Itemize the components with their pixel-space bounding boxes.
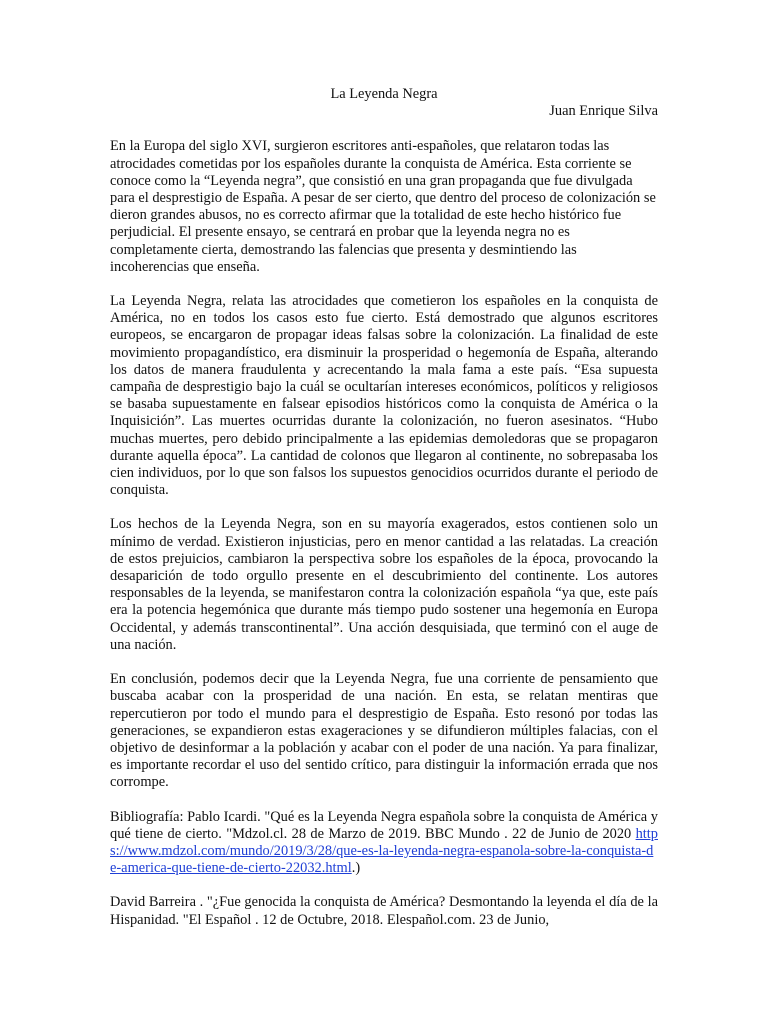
paragraph-introduction: En la Europa del siglo XVI, surgieron escritores anti-españoles, que relataron todas las atrocidades cometidas por los españoles durante la conquista de América. Esta corriente se conoce como la “Leyenda negra”, que consistió en una gran propaganda que fue divulgada para el desprestigio de España. A pesar de ser cierto, que dentro del proceso de colonización se dieron grandes abusos, no es correcto afirmar que la totalidad de este hecho histórico fue perjudicial. El presente ensayo, se centrará en probar que la leyenda negra no es completamente cierta, demostrando las falencias que presenta y desmintiendo las incoherencias que enseña. xyxy=(110,138,656,275)
bibliography-link[interactable]: https://www.mdzol.com/mundo/2019/3/28/que-es-la-leyenda-negra-espanola-sobre-la-conquista-de-america-que-tiene-de-cierto-22032.html xyxy=(110,825,658,877)
bibliography-entry-1-text: Bibliografía: Pablo Icardi. "Qué es la Leyenda Negra española sobre la conquista de América y qué tiene de cierto. "Mdzol.cl. 28 de Marzo de 2019. BBC Mundo . 22 de Junio de 2020 xyxy=(110,808,658,842)
bibliography-entry-2: David Barreira . "¿Fue genocida la conquista de América? Desmontando la leyenda el día de la Hispanidad. "El Español . 12 de Octubre, 2018. Elespañol.com. 23 de Junio, xyxy=(110,894,658,928)
paragraph-body-1: La Leyenda Negra, relata las atrocidades que cometieron los españoles en la conquista de América, no en todos los casos esto fue cierto. Está demostrado que algunos escritores europeos, se encargaron de propagar ideas falsas sobre la colonización. La finalidad de este movimiento propagandístico, era disminuir la prosperidad o hegemonía de España, alterando los datos de manera fraudulenta y acrecentando la mala fama a este país. “Esa supuesta campaña de desprestigio bajo la cuál se ocultarían intereses económicos, políticos y religiosos se basaba supuestamente en falsear episodios históricos como la conquista de América o la Inquisición”. Las muertes ocurridas durante la colonización, no fueron asesinatos. “Hubo muchas muertes, pero debido principalmente a las epidemias demoledoras que se propagaron durante aquella época”. La cantidad de colonos que llegaron al continente, no sobrepasaba los cien individuos, por lo que son falsos los supuestos genocidios ocurridos durante el periodo de conquista. xyxy=(110,293,658,499)
bibliography-entry-1 xyxy=(110,809,658,878)
document-author: Juan Enrique Silva xyxy=(549,103,658,120)
bibliography-entry-1-suffix: .) xyxy=(351,860,361,877)
document-page xyxy=(110,86,658,946)
document-title: La Leyenda Negra xyxy=(330,86,438,102)
paragraph-body-2: Los hechos de la Leyenda Negra, son en su mayoría exagerados, estos contienen solo un mínimo de verdad. Existieron injusticias, pero en menor cantidad a las relatadas. La creación de estos prejuicios, cambiaron la perspectiva sobre los españoles de la época, provocando la desaparición de todo orgullo presente en el descubrimiento del continente. Los autores responsables de la leyenda, se manifestaron contra la colonización española “ya que, este país era la potencia hegemónica que durante más tiempo pudo sostener una hegemonía en Europa Occidental, y además transcontinental”. Una acción desquisiada, que terminó con el auge de una nación. xyxy=(110,516,658,653)
paragraph-conclusion: En conclusión, podemos decir que la Leyenda Negra, fue una corriente de pensamiento que buscaba acabar con la prosperidad de una nación. En esta, se relatan mentiras que repercutieron por todo el mundo para el desprestigio de España. Esto resonó por todas las generaciones, se expandieron estas exageraciones y se difundieron múltiples falacias, con el objetivo de desinformar a la población y acabar con el poder de una nación. Ya para finalizar, es importante recordar el uso del sentido crítico, para distinguir la información errada que nos corrompe. xyxy=(110,671,658,791)
